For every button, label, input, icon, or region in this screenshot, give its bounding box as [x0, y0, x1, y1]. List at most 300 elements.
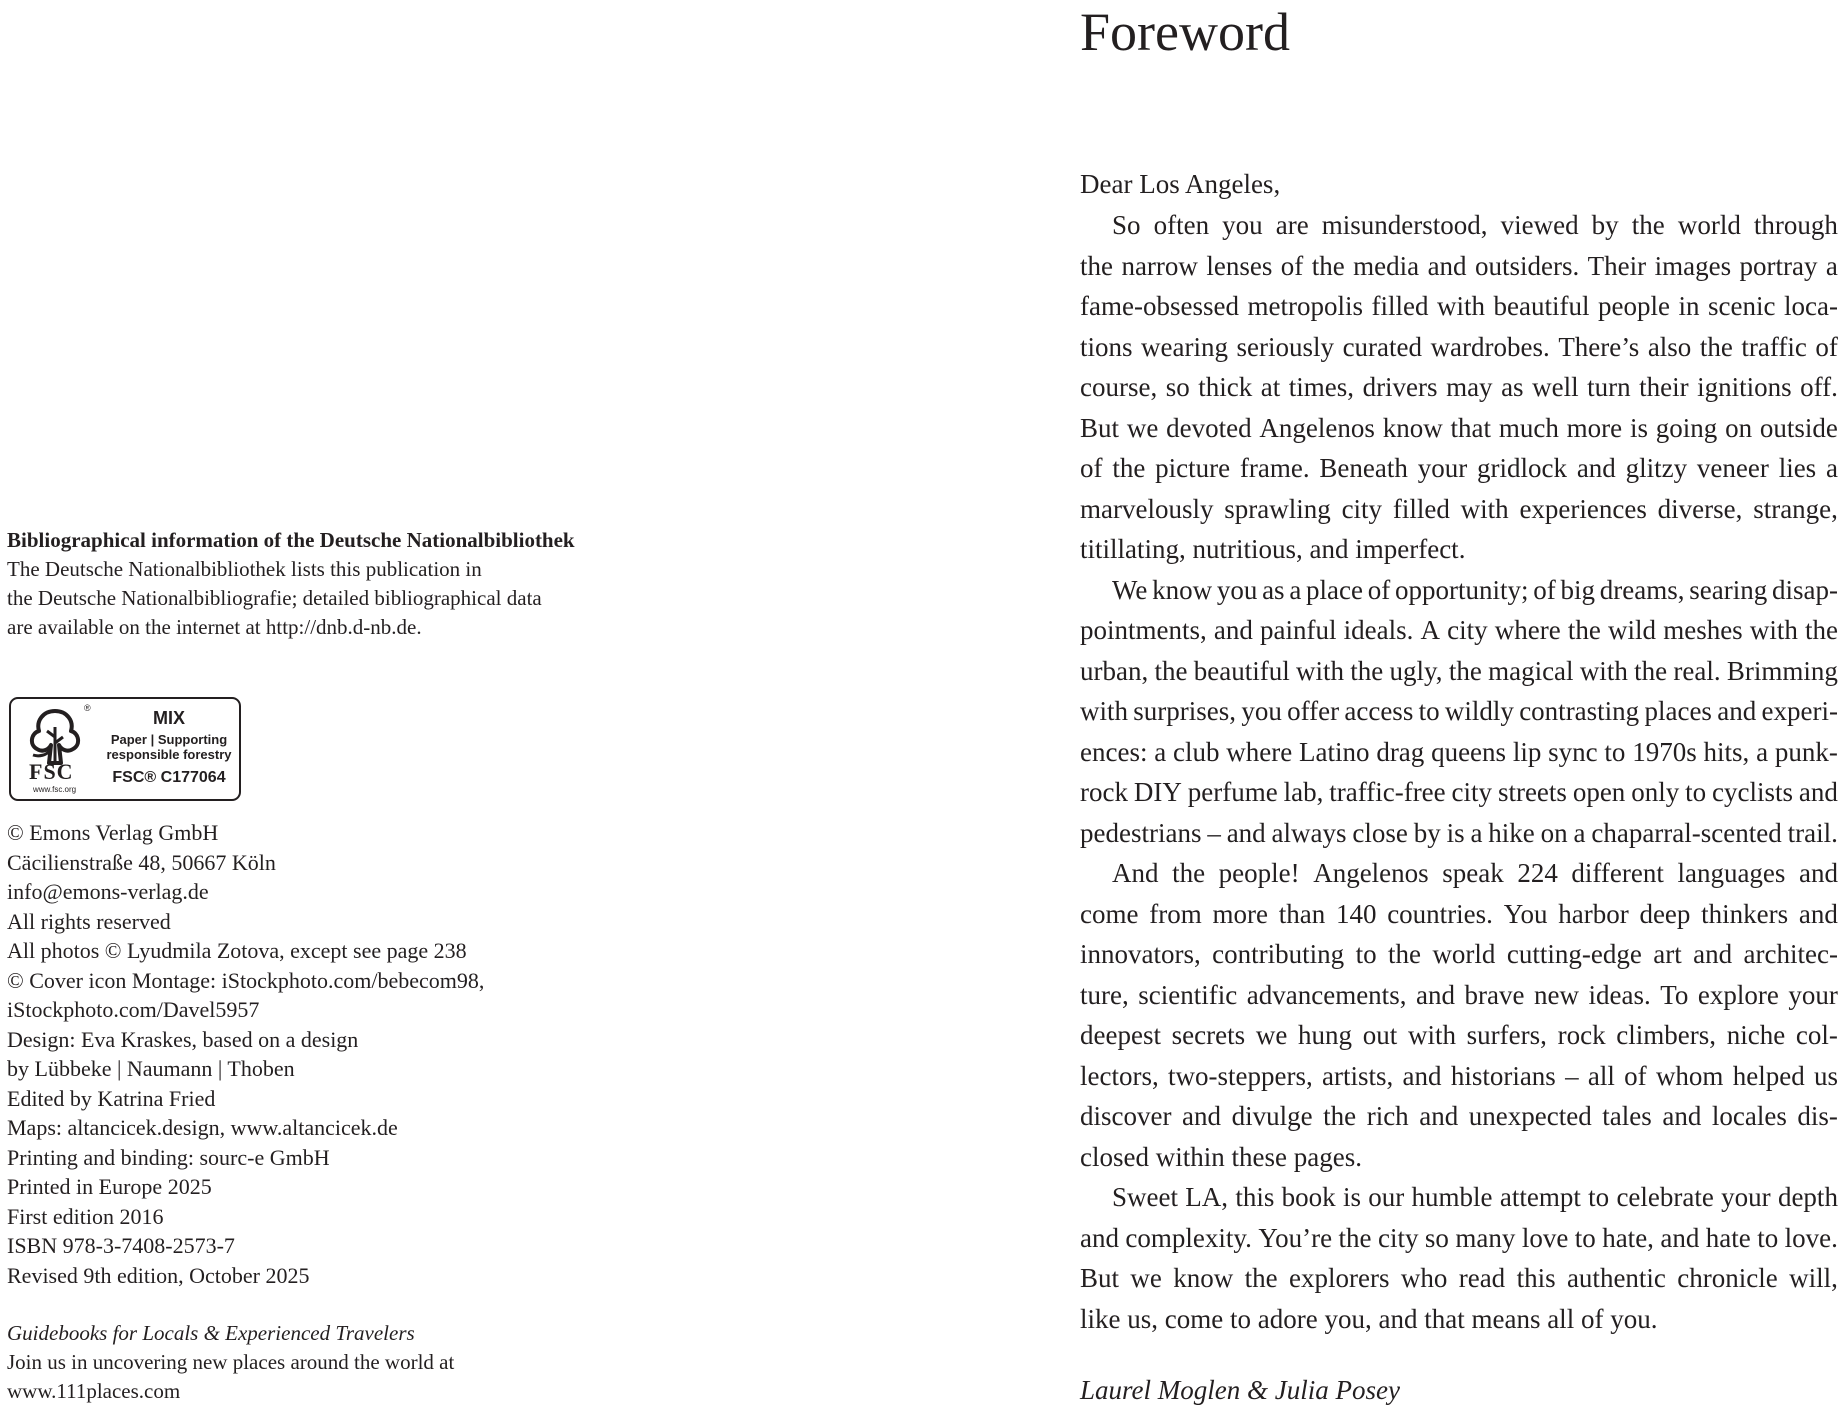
foreword-word: gridlock: [1477, 453, 1567, 483]
foreword-word: your: [1788, 979, 1838, 1010]
foreword-word: devoted: [1166, 412, 1252, 443]
foreword-word: and: [1309, 534, 1356, 564]
foreword-word: narrow: [1121, 250, 1198, 281]
foreword-word: to: [1588, 1182, 1610, 1212]
foreword-word: and: [1798, 777, 1838, 807]
salutation: Dear Los Angeles,: [1080, 169, 1281, 199]
foreword-word: niche: [1726, 1020, 1786, 1050]
foreword-line: [1080, 246, 1838, 287]
foreword-word: 140: [1335, 898, 1377, 929]
foreword-word: Angelenos: [1313, 858, 1429, 888]
foreword-word: city: [1377, 1222, 1419, 1253]
foreword-word: to: [1230, 1303, 1258, 1334]
foreword-word: countries.: [1387, 898, 1493, 929]
bibliographical-line: The Deutsche Nationalbibliothek lists this publication in: [7, 557, 482, 581]
foreword-word: streets: [1497, 777, 1567, 807]
foreword-line: [1080, 1299, 1838, 1340]
foreword-word: where: [1494, 615, 1561, 645]
foreword-word: to: [1685, 777, 1707, 807]
foreword-word: dis-: [1797, 1101, 1838, 1131]
foreword-line: [1080, 772, 1838, 813]
foreword-word: fame-obsessed: [1080, 291, 1239, 321]
foreword-word: glitzy: [1625, 453, 1688, 483]
foreword-line: [1080, 286, 1838, 327]
foreword-word: filled: [1371, 291, 1429, 321]
foreword-word: contrasting: [1519, 696, 1640, 726]
bibliographical-heading: Bibliographical information of the Deutsche Nationalbibliothek: [7, 528, 575, 552]
imprint-line: Maps: altancicek.design, www.altancicek.de: [7, 1115, 398, 1140]
foreword-word: authentic: [1566, 1263, 1666, 1293]
foreword-word: the: [1350, 655, 1384, 686]
foreword-word: So: [1112, 210, 1141, 240]
foreword-word: complexity.: [1125, 1222, 1252, 1253]
foreword-word: and: [1717, 696, 1757, 726]
foreword-word: traffic-free: [1329, 777, 1446, 807]
series-line: Join us in uncovering new places around the world at: [7, 1350, 455, 1374]
foreword-line: [1080, 1056, 1838, 1097]
foreword-word: is: [1629, 412, 1648, 443]
foreword-word: also: [1647, 331, 1692, 362]
foreword-word: read: [1458, 1263, 1506, 1293]
foreword-word: titillating,: [1080, 534, 1193, 564]
foreword-word: city: [1451, 777, 1493, 807]
foreword-word: DIY: [1133, 777, 1182, 807]
foreword-word: us,: [1127, 1303, 1165, 1334]
foreword-word: divulge: [1231, 1101, 1313, 1131]
foreword-word: A: [1420, 615, 1441, 645]
foreword-word: curated: [1342, 331, 1423, 362]
foreword-word: at: [1260, 372, 1281, 402]
foreword-word: and: [1419, 1101, 1459, 1131]
foreword-word: contributing: [1212, 939, 1345, 969]
foreword-word: thick: [1198, 372, 1253, 402]
foreword-line: [1080, 1137, 1838, 1178]
foreword-word: we: [1255, 1020, 1288, 1050]
foreword-word: wardrobes.: [1430, 331, 1550, 362]
imprint-line: Design: Eva Kraskes, based on a design: [7, 1026, 359, 1052]
foreword-line: [1080, 1096, 1838, 1137]
foreword-word: is: [1446, 817, 1465, 848]
bibliographical-line: are available on the internet at http://dnb.d-nb.de.: [7, 615, 422, 639]
foreword-word: art: [1653, 939, 1682, 969]
foreword-word: dreams,: [1599, 574, 1685, 605]
foreword-word: the: [1311, 250, 1345, 281]
foreword-word: of: [1580, 1303, 1611, 1334]
foreword-word: speak: [1442, 858, 1504, 888]
fsc-website: www.fsc.org: [33, 785, 77, 794]
foreword-word: the: [1244, 1263, 1278, 1293]
foreword-word: within: [1155, 1141, 1232, 1172]
foreword-word: You’re: [1258, 1222, 1333, 1253]
foreword-word: To: [1660, 979, 1689, 1010]
foreword-word: thinkers: [1701, 898, 1789, 929]
foreword-line: [1080, 1015, 1838, 1056]
foreword-word: by: [1413, 817, 1441, 848]
foreword-word: people: [1598, 291, 1670, 321]
foreword-word: to: [1355, 939, 1377, 969]
foreword-word: ideas.: [1588, 979, 1651, 1010]
foreword-word: punk-: [1774, 736, 1838, 767]
foreword-word: –: [1207, 817, 1221, 848]
foreword-word: you,: [1324, 1303, 1379, 1334]
foreword-word: close: [1352, 817, 1408, 848]
imprint-line: Cäcilienstraße 48, 50667 Köln: [7, 849, 276, 875]
foreword-word: disap-: [1771, 574, 1838, 605]
foreword-word: tions: [1080, 331, 1133, 362]
foreword-word: the: [1634, 655, 1668, 686]
foreword-word: your: [1721, 1182, 1771, 1212]
foreword-word: humble: [1411, 1182, 1493, 1212]
foreword-word: But: [1080, 412, 1120, 443]
foreword-word: from: [1149, 898, 1202, 929]
bibliographical-info: [7, 526, 707, 642]
foreword-word: city: [1447, 615, 1488, 645]
foreword-word: rich: [1366, 1101, 1409, 1131]
foreword-word: city: [1341, 493, 1383, 524]
foreword-word: book: [1281, 1182, 1336, 1212]
foreword-word: col-: [1795, 1020, 1838, 1050]
foreword-word: painful: [1260, 615, 1337, 645]
imprint-line: Printing and binding: sourc-e GmbH: [7, 1144, 330, 1170]
foreword-word: with: [1579, 655, 1628, 686]
foreword-word: ignitions: [1697, 372, 1792, 402]
foreword-word: know: [1382, 412, 1443, 443]
foreword-word: picture: [1155, 453, 1231, 483]
imprint-line: iStockphoto.com/Davel5957: [7, 997, 260, 1022]
foreword-word: Brimming: [1726, 655, 1838, 686]
foreword-word: and: [1402, 1060, 1442, 1091]
foreword-word: and: [1576, 453, 1616, 483]
foreword-word: to: [1604, 736, 1626, 767]
foreword-word: scientific: [1138, 979, 1238, 1010]
foreword-word: all: [1547, 1303, 1581, 1334]
imprint-line: info@emons-verlag.de: [7, 879, 209, 904]
foreword-word: and: [1226, 817, 1266, 848]
foreword-word: filled: [1392, 493, 1450, 524]
foreword-word: We: [1112, 574, 1148, 605]
foreword-word: strange,: [1753, 493, 1838, 524]
foreword-word: perfume: [1187, 777, 1278, 807]
foreword-word: people!: [1218, 858, 1300, 888]
foreword-word: with: [1749, 615, 1798, 645]
foreword-line: [1080, 367, 1838, 408]
foreword-word: lectors,: [1080, 1060, 1159, 1091]
foreword-word: us: [1813, 1060, 1838, 1091]
foreword-word: brave: [1464, 979, 1525, 1010]
foreword-word: secrets: [1171, 1020, 1246, 1050]
foreword-word: marvelously: [1080, 493, 1214, 524]
foreword-word: pages.: [1293, 1141, 1362, 1172]
foreword-word: ences:: [1080, 736, 1148, 767]
foreword-word: so: [1165, 372, 1190, 402]
foreword-word: love.: [1784, 1222, 1838, 1253]
foreword-word: urban,: [1080, 655, 1149, 686]
foreword-word: a: [1756, 736, 1769, 767]
foreword-word: out: [1362, 1020, 1398, 1050]
foreword-word: we: [1130, 1263, 1162, 1293]
foreword-word: will,: [1789, 1263, 1838, 1293]
foreword-word: and: [1660, 1222, 1700, 1253]
foreword-word: are: [1275, 210, 1309, 240]
foreword-word: always: [1271, 817, 1347, 848]
foreword-word: a: [1825, 250, 1838, 281]
foreword-word: portray: [1739, 250, 1818, 281]
foreword-line: [1080, 813, 1838, 854]
page-title: Foreword: [1080, 2, 1290, 62]
foreword-word: of: [1080, 453, 1103, 483]
foreword-word: the: [1631, 210, 1665, 240]
foreword-word: as: [1262, 574, 1285, 605]
foreword-word: on: [1725, 412, 1753, 443]
imprint-line: Printed in Europe 2025: [7, 1174, 212, 1199]
foreword-word: and: [1693, 939, 1733, 969]
foreword-word: know: [1152, 574, 1213, 605]
foreword-word: you: [1222, 210, 1263, 240]
foreword-word: times,: [1288, 372, 1355, 402]
foreword-word: surfers,: [1466, 1020, 1547, 1050]
foreword-word: know: [1173, 1263, 1234, 1293]
foreword-word: architec-: [1743, 939, 1838, 969]
foreword-word: and: [1213, 615, 1253, 645]
foreword-word: with: [1407, 1020, 1456, 1050]
foreword-word: well: [1532, 372, 1579, 402]
foreword-word: whom: [1655, 1060, 1724, 1091]
imprint-line: ISBN 978-3-7408-2573-7: [7, 1233, 235, 1258]
foreword-word: with: [1460, 493, 1509, 524]
foreword-word: many: [1455, 1222, 1516, 1253]
foreword-word: the: [1567, 615, 1601, 645]
imprint-line: All rights reserved: [7, 908, 171, 934]
foreword-word: and: [1378, 1303, 1425, 1334]
foreword-word: we: [1126, 412, 1159, 443]
foreword-line: [1080, 691, 1838, 732]
fsc-mix-label: MIX: [152, 708, 185, 728]
foreword-word: ideals.: [1343, 615, 1414, 645]
foreword-word: with: [1080, 696, 1129, 726]
fsc-forestry-line: responsible forestry: [106, 747, 232, 762]
signature: Laurel Moglen & Julia Posey: [1080, 1375, 1400, 1405]
foreword-word: and: [1798, 898, 1838, 929]
foreword-word: to: [1574, 1222, 1596, 1253]
bibliographical-line: the Deutsche Nationalbibliografie; detailed bibliographical data: [7, 586, 542, 610]
foreword-word: a: [1573, 817, 1586, 848]
foreword-word: with: [1436, 291, 1485, 321]
foreword-word: wildly: [1444, 696, 1514, 726]
foreword-word: tales: [1602, 1101, 1652, 1131]
foreword-word: rock: [1080, 777, 1128, 807]
foreword-word: places: [1644, 696, 1712, 726]
foreword-word: of: [1624, 1060, 1647, 1091]
foreword-word: discover: [1080, 1101, 1172, 1131]
imprint-line: First edition 2016: [7, 1203, 164, 1229]
foreword-body: [1080, 205, 1838, 1339]
foreword-word: surprises,: [1133, 696, 1237, 726]
foreword-line: [1080, 651, 1838, 692]
foreword-word: 224: [1517, 858, 1558, 888]
foreword-word: course,: [1080, 372, 1158, 402]
foreword-word: scenic: [1708, 291, 1776, 321]
foreword-word: ugly,: [1389, 655, 1443, 686]
foreword-word: outside: [1759, 412, 1838, 443]
foreword-word: depth: [1777, 1182, 1838, 1212]
foreword-word: advancements,: [1246, 979, 1407, 1010]
foreword-word: of: [1533, 574, 1556, 605]
foreword-word: –: [1565, 1060, 1579, 1091]
foreword-word: where: [1226, 736, 1293, 767]
foreword-word: world: [1432, 939, 1496, 969]
foreword-word: Latino: [1299, 736, 1370, 767]
foreword-word: And: [1112, 858, 1159, 888]
foreword-word: that: [1450, 412, 1492, 443]
foreword-word: Beneath: [1319, 453, 1408, 483]
foreword-word: wild: [1608, 615, 1657, 645]
foreword-word: explorers: [1289, 1263, 1390, 1293]
foreword-word: you.: [1610, 1303, 1658, 1334]
foreword-word: access: [1344, 696, 1414, 726]
foreword-word: come: [1080, 898, 1139, 929]
foreword-word: often: [1153, 210, 1210, 240]
foreword-word: big: [1560, 574, 1596, 605]
foreword-word: hate,: [1602, 1222, 1654, 1253]
foreword-word: rock: [1557, 1020, 1606, 1050]
foreword-word: locales: [1711, 1101, 1787, 1131]
foreword-word: new: [1534, 979, 1579, 1010]
fsc-wordmark: FSC: [29, 759, 74, 784]
foreword-word: searing: [1689, 574, 1768, 605]
foreword-word: and: [1427, 250, 1467, 281]
foreword-word: cyclists: [1712, 777, 1793, 807]
foreword-word: chaparral-scented: [1591, 817, 1782, 848]
foreword-word: 1970s: [1632, 736, 1697, 767]
foreword-word: hits,: [1703, 736, 1750, 767]
foreword-word: beautiful: [1493, 291, 1590, 321]
foreword-word: through: [1753, 210, 1838, 240]
fsc-registered-mark: ®: [84, 703, 91, 713]
foreword-word: unexpected: [1468, 1101, 1592, 1131]
foreword-word: hung: [1298, 1020, 1353, 1050]
foreword-word: closed: [1080, 1141, 1156, 1172]
imprint-line: © Emons Verlag GmbH: [7, 820, 219, 845]
foreword-word: place: [1306, 574, 1363, 605]
foreword-word: You: [1503, 898, 1548, 929]
foreword-word: beautiful: [1193, 655, 1290, 686]
foreword-word: innovators,: [1080, 939, 1201, 969]
foreword-line: [1080, 894, 1838, 935]
foreword-word: ture,: [1080, 979, 1129, 1010]
foreword-line: [1080, 570, 1838, 611]
fsc-logo: [9, 697, 241, 801]
foreword-word: your: [1417, 453, 1468, 483]
foreword-word: much: [1498, 412, 1559, 443]
foreword-word: sync: [1548, 736, 1598, 767]
foreword-word: seriously: [1236, 331, 1335, 362]
foreword-word: the: [1804, 615, 1838, 645]
foreword-word: attempt: [1499, 1182, 1581, 1212]
foreword-word: celebrate: [1616, 1182, 1714, 1212]
foreword-word: means: [1471, 1303, 1548, 1334]
foreword-word: meshes: [1663, 615, 1743, 645]
foreword-word: deep: [1639, 898, 1691, 929]
imprint-line: Edited by Katrina Fried: [7, 1085, 216, 1111]
foreword-word: the: [1699, 331, 1733, 362]
foreword-word: as: [1501, 372, 1524, 402]
foreword-word: pedestrians: [1080, 817, 1202, 848]
foreword-page: [1080, 0, 1840, 1405]
foreword-word: with: [1296, 655, 1345, 686]
foreword-line: [1080, 610, 1838, 651]
foreword-word: different: [1571, 858, 1664, 888]
foreword-word: and: [1415, 979, 1455, 1010]
foreword-word: Angelenos: [1259, 412, 1375, 443]
foreword-word: of: [1815, 331, 1838, 362]
foreword-word: you: [1216, 574, 1258, 605]
copyright-page: [7, 0, 707, 1403]
foreword-word: come: [1164, 1303, 1230, 1334]
foreword-word: lab,: [1283, 777, 1324, 807]
fsc-label: [101, 707, 237, 788]
foreword-word: opportunity;: [1395, 574, 1529, 605]
imprint-line: Revised 9th edition, October 2025: [7, 1262, 310, 1288]
foreword-line: [1080, 732, 1838, 773]
foreword-word: in: [1678, 291, 1700, 321]
foreword-word: traffic: [1741, 331, 1807, 362]
foreword-word: languages: [1677, 858, 1786, 888]
foreword-word: you: [1241, 696, 1282, 726]
foreword-word: chronicle: [1677, 1263, 1778, 1293]
foreword-word: by: [1591, 210, 1619, 240]
foreword-word: only: [1631, 777, 1680, 807]
foreword-word: two-steppers,: [1168, 1060, 1313, 1091]
fsc-paper-line: Paper | Supporting: [110, 732, 228, 747]
foreword-word: to: [1757, 1222, 1779, 1253]
foreword-word: veneer: [1696, 453, 1769, 483]
foreword-word: on: [1540, 817, 1568, 848]
foreword-word: Their: [1587, 250, 1647, 281]
foreword-word: and: [1080, 1222, 1119, 1253]
foreword-line: [1080, 529, 1838, 570]
foreword-word: all: [1587, 1060, 1615, 1091]
foreword-word: a: [1154, 736, 1167, 767]
foreword-word: historians: [1450, 1060, 1556, 1091]
foreword-word: artists,: [1322, 1060, 1394, 1091]
foreword-word: of: [1280, 250, 1304, 281]
foreword-line: [1080, 205, 1838, 246]
foreword-word: than: [1278, 898, 1326, 929]
foreword-word: explore: [1697, 979, 1779, 1010]
foreword-line: [1080, 408, 1838, 449]
foreword-word: outsiders.: [1474, 250, 1580, 281]
foreword-word: offer: [1287, 696, 1340, 726]
foreword-word: more: [1566, 412, 1623, 443]
foreword-word: Sweet: [1112, 1182, 1178, 1212]
foreword-word: harbor: [1558, 898, 1629, 929]
foreword-word: misunderstood,: [1321, 210, 1488, 240]
foreword-word: the: [1112, 453, 1146, 483]
foreword-word: media: [1353, 250, 1420, 281]
foreword-word: hike: [1488, 817, 1535, 848]
foreword-word: this: [1516, 1263, 1556, 1293]
foreword-word: adore: [1257, 1303, 1325, 1334]
foreword-word: a: [1470, 817, 1483, 848]
foreword-word: going: [1655, 412, 1718, 443]
foreword-word: the: [1448, 655, 1482, 686]
foreword-line: [1080, 853, 1838, 894]
foreword-word: the: [1388, 939, 1422, 969]
fsc-license-code: FSC® C177064: [112, 769, 226, 786]
foreword-line: [1080, 934, 1838, 975]
foreword-word: the: [1154, 655, 1188, 686]
foreword-word: cutting-edge: [1506, 939, 1642, 969]
